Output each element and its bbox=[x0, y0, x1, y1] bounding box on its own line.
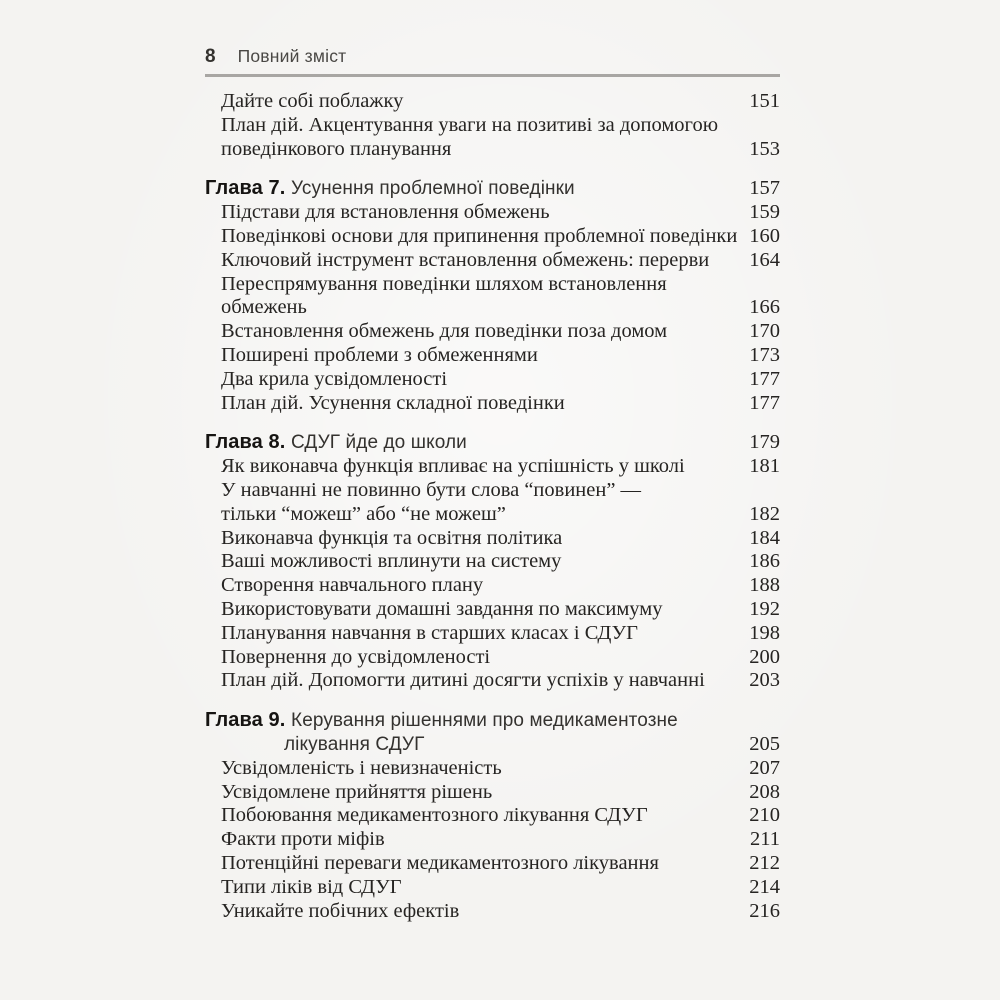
toc-entry-line bbox=[205, 296, 780, 320]
toc-entry-line bbox=[205, 876, 780, 900]
toc-section bbox=[205, 90, 780, 161]
toc-entry-line bbox=[205, 757, 780, 781]
entry-text: Виконавча функція та освітня політика bbox=[221, 526, 563, 549]
page-number: 153 bbox=[749, 137, 780, 160]
page-number: 210 bbox=[749, 804, 780, 827]
entry-text: Поширені проблеми з обмеженнями bbox=[221, 343, 538, 366]
page-number: 203 bbox=[749, 669, 780, 692]
page-number: 181 bbox=[749, 455, 780, 478]
page-number: 198 bbox=[749, 621, 780, 644]
toc-entry-line bbox=[205, 479, 780, 503]
chapter-heading-line bbox=[205, 733, 780, 757]
entry-text: Потенційні переваги медикаментозного лікування bbox=[221, 851, 659, 874]
toc-section bbox=[205, 177, 780, 415]
toc-entry-line bbox=[205, 273, 780, 297]
entry-text: Побоювання медикаментозного лікування СДУГ bbox=[221, 804, 648, 827]
entry-text: Переспрямування поведінки шляхом встановлення bbox=[221, 272, 667, 295]
entry-text: Уникайте побічних ефектів bbox=[221, 899, 460, 922]
page-number: 151 bbox=[749, 90, 780, 112]
page-number: 188 bbox=[749, 574, 780, 597]
entry-text: обмежень bbox=[221, 296, 307, 319]
toc-entry-line bbox=[205, 646, 780, 670]
entry-text: Дайте собі поблажку bbox=[221, 90, 404, 112]
entry-text: Факти проти міфів bbox=[221, 828, 385, 851]
toc-entry-line bbox=[205, 225, 780, 249]
page-number: 192 bbox=[749, 597, 780, 620]
page-number: 207 bbox=[749, 756, 780, 779]
toc-entry-line bbox=[205, 392, 780, 416]
entry-text: Усвідомленість і невизначеність bbox=[221, 756, 502, 779]
chapter-title-text: Глава 7. Усунення проблемної поведінки bbox=[205, 177, 575, 200]
toc-entry-line bbox=[205, 804, 780, 828]
entry-text: Як виконавча функція впливає на успішність у школі bbox=[221, 455, 685, 478]
chapter-heading-line bbox=[205, 177, 780, 201]
page-number: 200 bbox=[749, 645, 780, 668]
chapter-label: Глава 7. bbox=[205, 177, 292, 200]
toc-entry-line bbox=[205, 574, 780, 598]
page-number: 159 bbox=[749, 201, 780, 224]
entry-text: Усвідомлене прийняття рішень bbox=[221, 780, 493, 803]
toc-entry-line bbox=[205, 249, 780, 273]
entry-text: Повернення до усвідомленості bbox=[221, 645, 491, 668]
page-number: 186 bbox=[749, 550, 780, 573]
entry-text: тільки “можеш” або “не можеш” bbox=[221, 502, 506, 525]
page-number: 164 bbox=[749, 248, 780, 271]
table-of-contents-page bbox=[205, 46, 780, 923]
page-number: 177 bbox=[749, 367, 780, 390]
page-number: 205 bbox=[749, 732, 780, 755]
entry-text: Створення навчального плану bbox=[221, 574, 484, 597]
page-number: 216 bbox=[749, 899, 780, 922]
toc-entry-line bbox=[205, 455, 780, 479]
page-number: 160 bbox=[749, 224, 780, 247]
page-number: 208 bbox=[749, 780, 780, 803]
chapter-label: Глава 9. bbox=[205, 709, 292, 732]
toc-entry-line bbox=[205, 527, 780, 551]
toc-section bbox=[205, 709, 780, 923]
entry-text: План дій. Допомогти дитині досягти успіхів у навчанні bbox=[221, 669, 705, 692]
toc-entry-line bbox=[205, 114, 780, 138]
page-number: 170 bbox=[749, 320, 780, 343]
page-number: 212 bbox=[749, 851, 780, 874]
entry-text: Ключовий інструмент встановлення обмежень: перерви bbox=[221, 248, 710, 271]
entry-text: Поведінкові основи для припинення проблемної поведінки bbox=[221, 224, 738, 247]
entry-text: Два крила усвідомленості bbox=[221, 367, 448, 390]
folio-page-number: 8 bbox=[205, 46, 216, 67]
chapter-title-text: Глава 9. Керування рішеннями про медикаментозне bbox=[205, 709, 678, 732]
toc-entry-line bbox=[205, 503, 780, 527]
toc-entry-line bbox=[205, 90, 780, 114]
page-number: 179 bbox=[749, 431, 780, 454]
toc-entry-line bbox=[205, 201, 780, 225]
chapter-label: Глава 8. bbox=[205, 431, 292, 454]
entry-text: У навчанні не повинно бути слова “повинен” — bbox=[221, 478, 642, 501]
toc-entry-line bbox=[205, 852, 780, 876]
entry-text: План дій. Акцентування уваги на позитиві за допомогою bbox=[221, 113, 719, 136]
entry-text: Планування навчання в старших класах і СДУГ bbox=[221, 621, 639, 644]
entry-text: поведінкового планування bbox=[221, 137, 452, 160]
page-number: 182 bbox=[749, 502, 780, 525]
toc-entry-line bbox=[205, 320, 780, 344]
page-number: 173 bbox=[749, 343, 780, 366]
page-number: 211 bbox=[750, 828, 780, 851]
toc-section bbox=[205, 431, 780, 693]
page-number: 184 bbox=[749, 526, 780, 549]
chapter-title-text: лікування СДУГ bbox=[284, 733, 425, 755]
chapter-heading-line bbox=[205, 431, 780, 455]
entry-text: Типи ліків від СДУГ bbox=[221, 875, 402, 898]
entry-text: Ваші можливості вплинути на систему bbox=[221, 550, 562, 573]
entry-text: Встановлення обмежень для поведінки поза домом bbox=[221, 320, 668, 343]
page-number: 166 bbox=[749, 296, 780, 319]
page-number: 214 bbox=[749, 875, 780, 898]
running-header bbox=[205, 46, 780, 77]
page-number: 157 bbox=[749, 177, 780, 200]
chapter-title-text: Глава 8. СДУГ йде до школи bbox=[205, 431, 467, 454]
toc-entry-line bbox=[205, 622, 780, 646]
entry-text: Використовувати домашні завдання по максимуму bbox=[221, 597, 663, 620]
running-header-title: Повний зміст bbox=[237, 46, 347, 66]
toc-entry-line bbox=[205, 550, 780, 574]
toc-entry-line bbox=[205, 344, 780, 368]
toc-entry-line bbox=[205, 900, 780, 924]
toc-entry-line bbox=[205, 828, 780, 852]
toc-entry-line bbox=[205, 138, 780, 162]
toc-entry-line bbox=[205, 669, 780, 693]
toc-entry-line bbox=[205, 781, 780, 805]
entry-text: Підстави для встановлення обмежень bbox=[221, 201, 550, 224]
chapter-heading-line bbox=[205, 709, 780, 733]
page-number: 177 bbox=[749, 391, 780, 414]
entry-text: План дій. Усунення складної поведінки bbox=[221, 391, 565, 414]
toc-entry-line bbox=[205, 598, 780, 622]
toc-body bbox=[205, 90, 780, 923]
toc-entry-line bbox=[205, 368, 780, 392]
